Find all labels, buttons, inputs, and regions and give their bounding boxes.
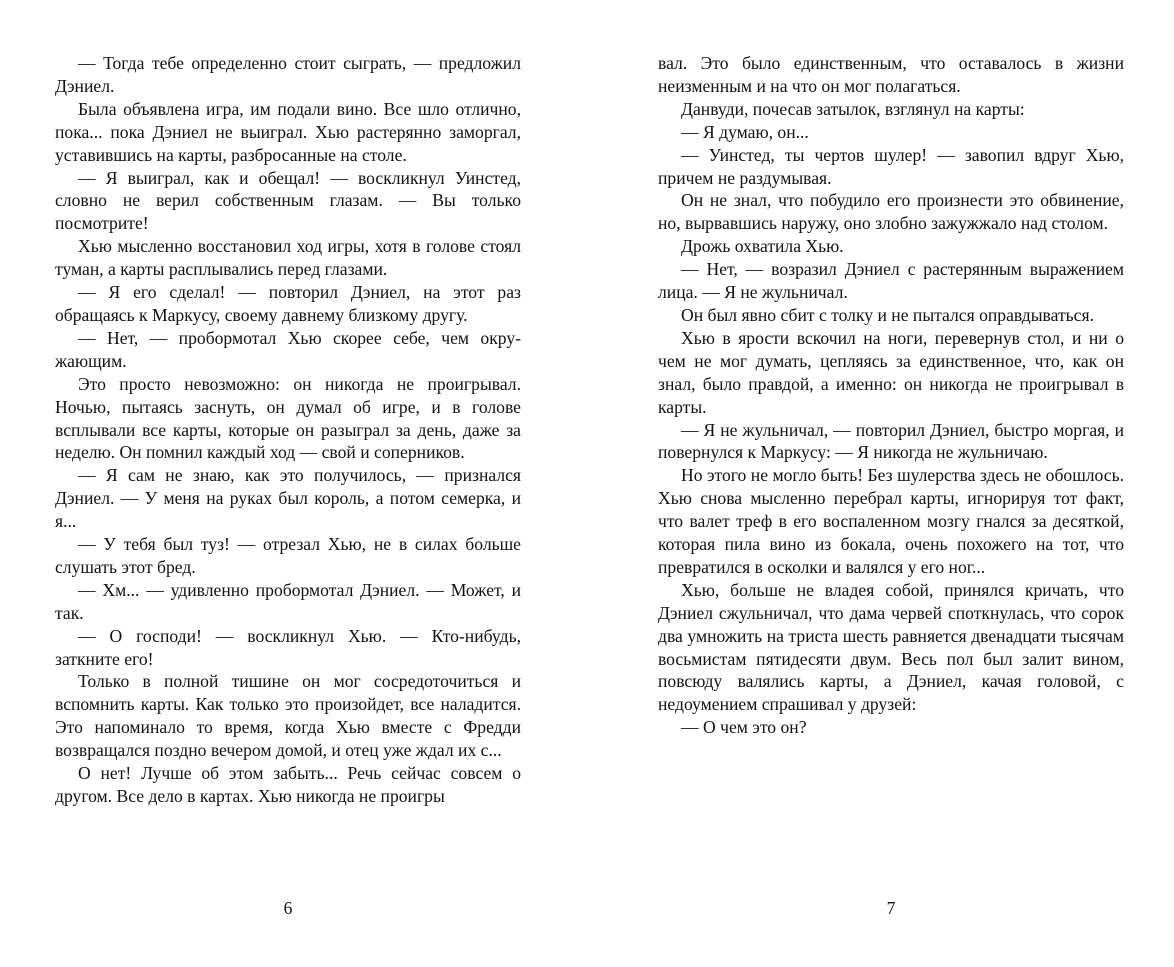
paragraph: — Нет, — пробормотал Хью скорее себе, чем окружающим. [55, 327, 521, 371]
paragraph: — Хм... — удивленно пробормотал Дэниел. — Может, и так. [55, 579, 521, 623]
right-page-text [658, 52, 1124, 739]
paragraph: Он был явно сбит с толку и не пытался оправдываться. [681, 304, 1094, 325]
paragraph: Хью, больше не владея собой, принялся кричать, что Дэниел сжульничал, что дама червей споткнулась, что сорок два умножить на триста шесть равняется двенадцати тысячам восьмистам пятидесяти двум. Весь пол был залит вином, повсюду валялись карты, а Дэниел, качая головой, с недоумением спрашивал у друзей: [658, 579, 1124, 715]
paragraph: — Я не жульничал, — повторил Дэниел, быстро моргая, и повернулся к Маркусу: — Я никогда не жульничаю. [658, 419, 1124, 463]
page-number-right: 7 [886, 898, 896, 918]
paragraph: — О чем это он? [681, 717, 807, 738]
paragraph: Только в полной тишине он мог сосредоточиться и вспомнить карты. Как только это произойдет, все наладится. Это напоминало то время, когда Хью вместе с Фредди возвращался поздно вечером домой, и отец уже ждал их с... [55, 671, 521, 761]
paragraph-continuation: вал. Это было единственным, что оставалось в жизни неизменным и на что он мог полагаться. [658, 53, 1124, 96]
paragraph: О нет! Лучше об этом забыть... Речь сейчас совсем о другом. Все дело в картах. Хью никогда не проигры [55, 763, 521, 806]
paragraph: Это просто невозможно: он никогда не проигрывал. Ночью, пытаясь заснуть, он думал об игре, и в голове всплывали все карты, которые он разыграл за день, даже за неделю. Он помнил каждый ход — свой и соперников. [55, 373, 521, 463]
paragraph: Но этого не могло быть! Без шулерства здесь не обошлось. Хью снова мысленно перебрал карты, игнорируя тот факт, что валет треф в его воспаленном мозгу гнался за десяткой, которая пила вино из бокала, очень похожего на тот, что превратился в осколки и валялся у его ног... [658, 465, 1124, 577]
paragraph: Дрожь охватила Хью. [681, 236, 844, 257]
paragraph: Была объявлена игра, им подали вино. Все шло отлично, пока... пока Дэниел не выиграл. Хью растерянно заморгал, уставившись на карты, разбросанные на столе. [55, 98, 521, 165]
left-page-text [55, 52, 521, 808]
paragraph: Данвуди, почесав затылок, взглянул на карты: [681, 98, 1025, 119]
paragraph: — Я его сделал! — повторил Дэниел, на этот раз обращаясь к Маркусу, своему давнему близкому другу. [55, 282, 521, 325]
paragraph: — О господи! — воскликнул Хью. — Кто-нибудь, заткните его! [55, 625, 521, 669]
paragraph: — Я сам не знаю, как это получилось, — признался Дэниел. — У меня на руках был король, а потом семерка, и я... [55, 465, 521, 532]
paragraph: Он не знал, что побудило его произнести это обвинение, но, вырвавшись наружу, оно злобно зажужжало над столом. [658, 190, 1124, 234]
paragraph: Хью мысленно восстановил ход игры, хотя в голове стоял туман, а карты расплывались перед глазами. [55, 236, 521, 280]
paragraph: — Я думаю, он... [681, 121, 809, 142]
paragraph: Хью в ярости вскочил на ноги, перевернув стол, и ни о чем не мог думать, цепляясь за единственное, что, как он знал, было правдой, а именно: он никогда не проигрывал в карты. [658, 327, 1124, 417]
paragraph: — Тогда тебе определенно стоит сыграть, — предложил Дэниел. [55, 53, 521, 96]
paragraph: — Уинстед, ты чертов шулер! — завопил вдруг Хью, причем не раздумывая. [658, 144, 1124, 188]
page-number-left: 6 [283, 898, 293, 918]
paragraph: — Нет, — возразил Дэниел с растерянным выражением лица. — Я не жульничал. [658, 259, 1124, 303]
paragraph: — У тебя был туз! — отрезал Хью, не в силах больше слушать этот бред. [55, 534, 521, 577]
paragraph: — Я выиграл, как и обещал! — воскликнул Уинстед, словно не верил собственным глазам. — Вы только посмотрите! [55, 167, 521, 234]
